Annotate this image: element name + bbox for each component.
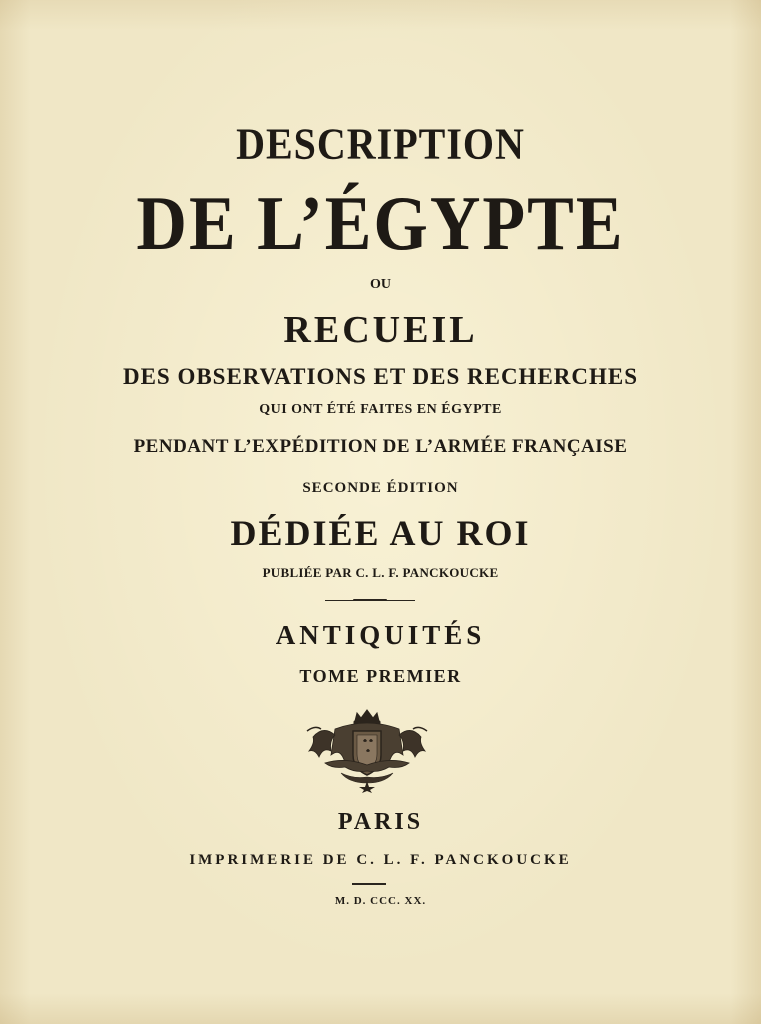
volume-title: TOME PREMIER [299, 666, 462, 686]
edition-label: SECONDE ÉDITION [302, 480, 459, 496]
subtitle-faites-en-egypte: QUI ONT ÉTÉ FAITES EN ÉGYPTE [259, 402, 502, 417]
title-de-legypte: DE L’ÉGYPTE [136, 182, 625, 267]
title-ou: OU [370, 277, 391, 292]
subtitle-observations: DES OBSERVATIONS ET DES RECHERCHES [122, 364, 639, 389]
ornamental-rule [325, 600, 415, 601]
imprint-year: M. D. CCC. XX. [334, 895, 427, 907]
publisher-line: PUBLIÉE PAR C. L. F. PANCKOUCKE [262, 565, 499, 580]
subtitle-expedition: PENDANT L’EXPÉDITION DE L’ARMÉE FRANÇAISE [133, 436, 628, 457]
title-description: DESCRIPTION [236, 118, 525, 169]
short-rule [352, 883, 386, 885]
imprint-printer: IMPRIMERIE DE C. L. F. PANCKOUCKE [189, 852, 572, 868]
section-title: ANTIQUITÉS [275, 620, 486, 650]
dedication: DÉDIÉE AU ROI [230, 513, 531, 553]
imprint-city: PARIS [337, 809, 424, 835]
royal-coat-of-arms-icon [305, 707, 429, 793]
title-recueil: RECUEIL [283, 309, 478, 351]
